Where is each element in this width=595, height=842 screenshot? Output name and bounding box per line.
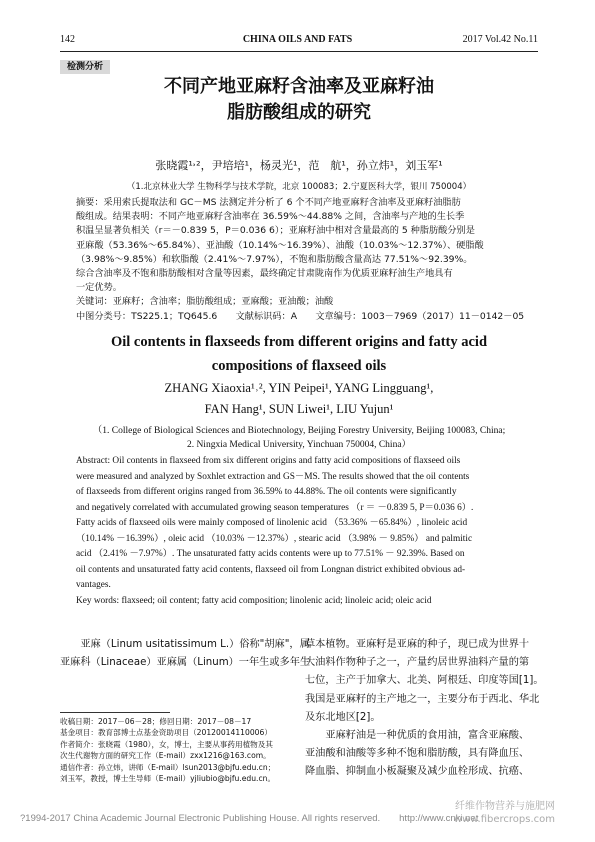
body-line: 亚麻科（Linaceae）亚麻属（Linum）一年生或多年生 (60, 657, 311, 669)
en-affiliation-line: （1. College of Biological Sciences and Biotechnology, Beijing Forestry University, Beijing 100083, China; (92, 426, 506, 436)
issue-info: 2017 Vol.42 No.11 (462, 34, 538, 45)
cn-affiliation: （1.北京林业大学 生物科学与技术学院，北京 100083；2.宁夏医科大学，银川 750004） (126, 182, 472, 192)
en-author-line: ZHANG Xiaoxia¹˒², YIN Peipei¹, YANG Lingguang¹, (164, 381, 434, 395)
footnotes (60, 716, 290, 784)
body-line: 亚油酸和油酸等多种不饱和脂肪酸，具有降血压、 (305, 748, 530, 760)
cn-title-line: 不同产地亚麻籽含油率及亚麻籽油 (164, 76, 434, 97)
en-abstract-line: acid （2.41% －7.97%）. The unsaturated fatty acids contents were up to 77.51% － 92.39%. Based on (76, 549, 465, 559)
footnote-line: 收稿日期：2017－06－28；修回日期：2017－08－17 (60, 717, 252, 726)
cn-title-line: 脂肪酸组成的研究 (227, 102, 371, 123)
journal-name: CHINA OILS AND FATS (242, 34, 353, 45)
cn-abstract-line: 积温呈显著负相关（r＝－0.839 5，P＝0.036 6）；亚麻籽油中相对含量最高的 5 种脂肪酸分别是 (76, 225, 475, 237)
footnote-line: 作者简介：张晓霞（1980），女，博士，主要从事药用植物及其 (60, 739, 273, 749)
footnote-line: 基金项目：教育部博士点基金资助项目（20120014110006） (60, 728, 272, 738)
en-author-line: FAN Hang¹, SUN Liwei¹, LIU Yujun¹ (204, 402, 394, 416)
cn-abstract-line: 亚麻酸（53.36%～65.84%）、亚油酸（10.14%～16.39%）、油酸（10.03%～12.37%）、硬脂酸 (76, 239, 484, 251)
cn-abstract-line: 一定优势。 (76, 282, 122, 294)
en-abstract-line: Fatty acids of flaxseed oils were mainly composed of linolenic acid （53.36% －65.84%）, linoleic acid (76, 518, 468, 528)
en-abstract-line: （10.14% －16.39%）, oleic acid （10.03% －12.37%）, stearic acid （3.98% － 9.85%） and palmitic (76, 533, 473, 544)
cn-abstract (76, 196, 524, 324)
en-title-line: compositions of flaxseed oils (211, 358, 387, 374)
en-keywords: Key words: flaxseed; oil content; fatty acid composition; linolenic acid; linoleic acid; oleic acid (76, 595, 432, 606)
header-rule (60, 51, 538, 52)
section-tag: 检测分析 (60, 60, 110, 74)
cn-keywords: 关键词：亚麻籽；含油率；脂肪酸组成；亚麻酸；亚油酸；油酸 (76, 296, 334, 308)
watermark-line: 纤维作物营养与施肥网 (455, 801, 555, 812)
body-right-column (305, 636, 544, 782)
body-left-column (60, 636, 311, 672)
footnote-rule (60, 712, 170, 713)
en-affiliation (60, 424, 538, 452)
body-line: 七位，主产于加拿大、北美、阿根廷、印度等国[1]。 (305, 675, 544, 687)
en-abstract (76, 454, 524, 609)
body-line: 降血脂、抑制血小板凝聚及减少血栓形成、抗癌、 (305, 766, 530, 778)
cn-abstract-line: （3.98%～9.85%）和软脂酸（2.41%～7.97%），不饱和脂肪酸含量高达 77.51%～92.39%。 (76, 253, 473, 265)
en-abstract-line: were measured and analyzed by Soxhlet extraction and GS－MS. The results showed that the oil contents (76, 471, 470, 482)
en-authors (60, 378, 538, 420)
cn-title (60, 74, 538, 126)
cn-authors: 张晓霞¹˒²，尹培培¹，杨灵光¹，范 航¹，孙立炜¹，刘玉军¹ (155, 159, 443, 172)
en-abstract-line: Abstract: Oil contents in flaxseed from six different origins and fatty acid compositions of flaxseed oils (76, 456, 461, 466)
site-watermark (454, 800, 555, 826)
en-abstract-line: vantages. (76, 580, 111, 590)
en-abstract-line: of flaxseeds from different origins ranged from 36.59% to 44.88%. The oil contents were significantly (76, 487, 457, 497)
footnote-line: 通信作者：孙立炜，讲师（E-mail）lsun2013@bjfu.edu.cn； (60, 762, 276, 772)
en-title-line: Oil contents in flaxseeds from different origins and fatty acid (110, 334, 488, 350)
en-title (60, 330, 538, 378)
cn-abstract-line: 酸组成。结果表明：不同产地亚麻籽含油率在 36.59%～44.88% 之间，含油率与产地的生长季 (76, 211, 465, 223)
body-line: 草本植物。亚麻籽是亚麻的种子，现已成为世界十 (305, 639, 530, 650)
copyright-footer: ?1994-2017 China Academic Journal Electronic Publishing House. All rights reserved. http://www.cnki.net (20, 813, 479, 824)
body-line: 我国是亚麻籽的主产地之一，主要分布于西北、华北 (305, 693, 540, 705)
en-abstract-line: and negatively correlated with accumulated growing season temperatures （r ＝ －0.839 5, P＝0.036 6）. (76, 502, 474, 513)
en-affiliation-line: 2. Ningxia Medical University, Yinchuan 750004, China） (186, 440, 412, 450)
cn-abstract-line: 综合含油率及不饱和脂肪酸相对含量等因素，最终确定甘肃陇南作为优质亚麻籽油生产地具有 (76, 268, 453, 280)
footnote-line: 次生代谢物方面的研究工作（E-mail）zxx1216@163.com。 (60, 751, 271, 761)
body-line: 及东北地区[2]。 (305, 711, 381, 723)
en-abstract-line: oil contents and unsaturated fatty acid contents, flaxseed oil from Longnan district exhibited obvious ad- (76, 564, 466, 575)
body-line: 亚麻（Linum usitatissimum L.）俗称"胡麻"，属 (60, 639, 310, 650)
page-number: 142 (60, 34, 75, 45)
watermark-line: www.fibercrops.com (453, 814, 555, 825)
cn-classification: 中图分类号：TS225.1；TQ645.6 文献标识码：A 文章编号：1003－7969（2017）11－0142－05 (76, 310, 525, 322)
footnote-line: 刘玉军，教授，博士生导师（E-mail）yjliubio@bjfu.edu.cn。 (60, 774, 276, 784)
body-line: 亚麻籽油是一种优质的食用油，富含亚麻酸、 (305, 730, 530, 742)
cn-abstract-line: 摘要：采用索氏提取法和 GC－MS 法测定并分析了 6 个不同产地亚麻籽含油率及亚麻籽油脂肪 (76, 197, 461, 208)
body-line: 大油料作物种子之一，产量约居世界油料产量的第 (305, 657, 530, 669)
